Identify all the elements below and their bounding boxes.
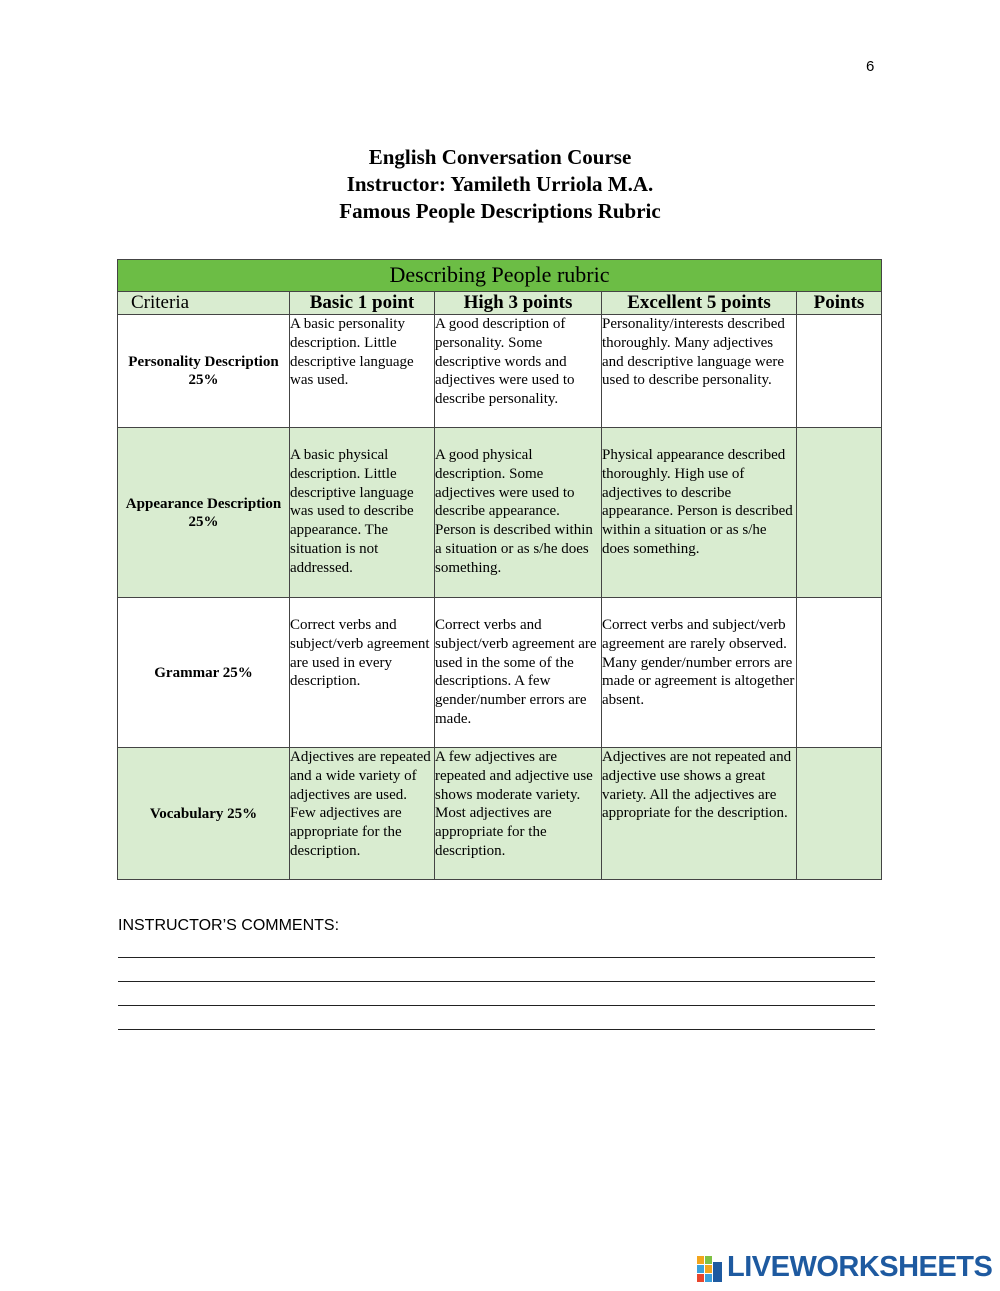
rubric-title: Famous People Descriptions Rubric (339, 199, 661, 223)
high-cell: Correct verbs and subject/verb agreement are used in the some of the descriptions. A few gender/number errors are made. (435, 598, 602, 748)
table-row (118, 598, 882, 748)
points-cell[interactable] (797, 598, 882, 748)
points-cell[interactable] (797, 748, 882, 880)
criteria-cell: Grammar 25% (118, 598, 290, 748)
criteria-cell: Vocabulary 25% (118, 748, 290, 880)
table-header-row (118, 292, 882, 315)
header-high: High 3 points (435, 292, 602, 315)
table-title-row (118, 260, 882, 292)
excellent-cell: Correct verbs and subject/verb agreement are rarely observed. Many gender/number errors are made or agreement is altogether absent. (602, 598, 797, 748)
page-number: 6 (866, 58, 875, 75)
basic-cell: Adjectives are repeated and a wide variety of adjectives are used. Few adjectives are appropriate for the description. (290, 748, 435, 880)
basic-cell: Correct verbs and subject/verb agreement are used in every description. (290, 598, 435, 748)
logo-text: LIVEWORKSHEETS (727, 1251, 993, 1283)
high-cell: A good description of personality. Some descriptive words and adjectives were used to describe personality. (435, 315, 602, 428)
liveworksheets-logo-icon (697, 1256, 723, 1284)
liveworksheets-logo[interactable] (697, 1251, 993, 1284)
criteria-cell: Personality Description 25% (118, 315, 290, 428)
basic-cell: A basic physical description. Little descriptive language was used to describe appearance. The situation is not addressed. (290, 428, 435, 598)
header-points: Points (797, 292, 882, 315)
basic-cell: A basic personality description. Little descriptive language was used. (290, 315, 435, 428)
comment-line[interactable] (118, 957, 875, 958)
excellent-cell: Adjectives are not repeated and adjective use shows a great variety. All the adjectives are appropriate for the description. (602, 748, 797, 880)
comment-line[interactable] (118, 1005, 875, 1006)
instructor-line: Instructor: Yamileth Urriola M.A. (346, 172, 654, 196)
header-criteria: Criteria (118, 292, 290, 315)
header-excellent: Excellent 5 points (602, 292, 797, 315)
excellent-cell: Personality/interests described thoroughly. Many adjectives and descriptive language were used to describe personality. (602, 315, 797, 428)
header-basic: Basic 1 point (290, 292, 435, 315)
comment-line[interactable] (118, 981, 875, 982)
criteria-cell: Appearance Description 25% (118, 428, 290, 598)
points-cell[interactable] (797, 428, 882, 598)
rubric-table (117, 259, 882, 880)
points-cell[interactable] (797, 315, 882, 428)
table-row (118, 315, 882, 428)
document-heading (0, 144, 1000, 225)
table-title: Describing People rubric (118, 260, 882, 292)
course-title: English Conversation Course (368, 145, 632, 169)
excellent-cell: Physical appearance described thoroughly. High use of adjectives to describe appearance. Person is described within a situation or as s/he does something. (602, 428, 797, 598)
table-row (118, 428, 882, 598)
high-cell: A good physical description. Some adjectives were used to describe appearance. Person is described within a situation or as s/he does something. (435, 428, 602, 598)
table-row (118, 748, 882, 880)
comment-line[interactable] (118, 1029, 875, 1030)
high-cell: A few adjectives are repeated and adjective use shows moderate variety. Most adjectives are appropriate for the description. (435, 748, 602, 880)
instructor-comments-label: INSTRUCTOR’S COMMENTS: (118, 917, 340, 934)
